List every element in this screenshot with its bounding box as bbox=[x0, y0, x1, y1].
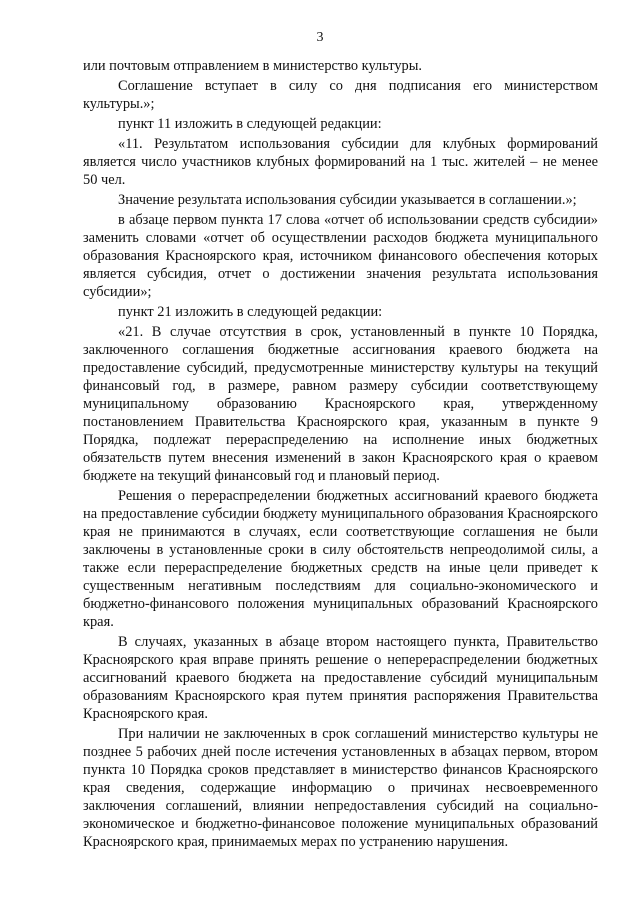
paragraph-10: В случаях, указанных в абзаце втором настоящего пункта, Правительство Красноярского края вправе принять решение о неперераспределении бюджетных ассигнований краевого бюджета на предоставление субсидий муниципальным образованиям Красноярского края путем принятия распоряжения Правительства Красноярского края. bbox=[83, 634, 598, 722]
paragraph-3: пункт 11 изложить в следующей редакции: bbox=[118, 116, 382, 132]
paragraph-7: пункт 21 изложить в следующей редакции: bbox=[118, 304, 383, 320]
paragraph-2: Соглашение вступает в силу со дня подписания его министерством культуры.»; bbox=[83, 78, 598, 112]
paragraph-6: в абзаце первом пункта 17 слова «отчет об использовании средств субсидии» заменить словами «отчет об осуществлении расходов бюджета муниципального образования Красноярского края, источником финансового обеспечения которых является субсидия, отчет о достижении значения результата использования субсидии»; bbox=[83, 212, 598, 300]
paragraph-4: «11. Результатом использования субсидии для клубных формирований является число участников клубных формирований на 1 тыс. жителей – не менее 50 чел. bbox=[83, 136, 598, 188]
paragraph-9: Решения о перераспределении бюджетных ассигнований краевого бюджета на предоставление субсидии бюджету муниципального образования Красноярского края не принимаются в случаях, если соответствующие соглашения не были заключены в установленные сроки в силу обстоятельств непреодолимой силы, а также если перераспределение бюджетных средств на иные цели приведет к существенным негативным последствиям для социально-экономического и бюджетно-финансового положения муниципальных образований Красноярского края. bbox=[83, 488, 598, 630]
paragraph-5: Значение результата использования субсидии указывается в соглашении.»; bbox=[118, 192, 577, 208]
paragraph-11: При наличии не заключенных в срок соглашений министерство культуры не позднее 5 рабочих дней после истечения установленных в абзацах первом, втором пункта 10 Порядка сроков представляет в министерство финансов Красноярского края сведения, содержащие информацию о причинах несвоевременного заключения соглашений, влиянии непредоставления субсидий на социально-экономическое и бюджетно-финансовое положение муниципальных образований Красноярского края, принимаемых мерах по устранению нарушения. bbox=[83, 726, 598, 850]
page-number: 3 bbox=[316, 30, 324, 45]
paragraph-8: «21. В случае отсутствия в срок, установленный в пункте 10 Порядка, заключенного соглашения бюджетные ассигнования краевого бюджета на предоставление субсидий, предусмотренные министерству культуры на текущий финансовый год, в размере, равном размеру субсидии соответствующему муниципальному образованию Красноярского края, утвержденному постановлением Правительства Красноярского края, указанным в пункте 9 Порядка, подлежат перераспределению на исполнение иных бюджетных обязательств путем внесения изменений в закон Красноярского края о краевом бюджете на текущий финансовый год и плановый период. bbox=[83, 324, 598, 484]
paragraph-1: или почтовым отправлением в министерство культуры. bbox=[83, 58, 422, 74]
document-body bbox=[83, 57, 598, 853]
